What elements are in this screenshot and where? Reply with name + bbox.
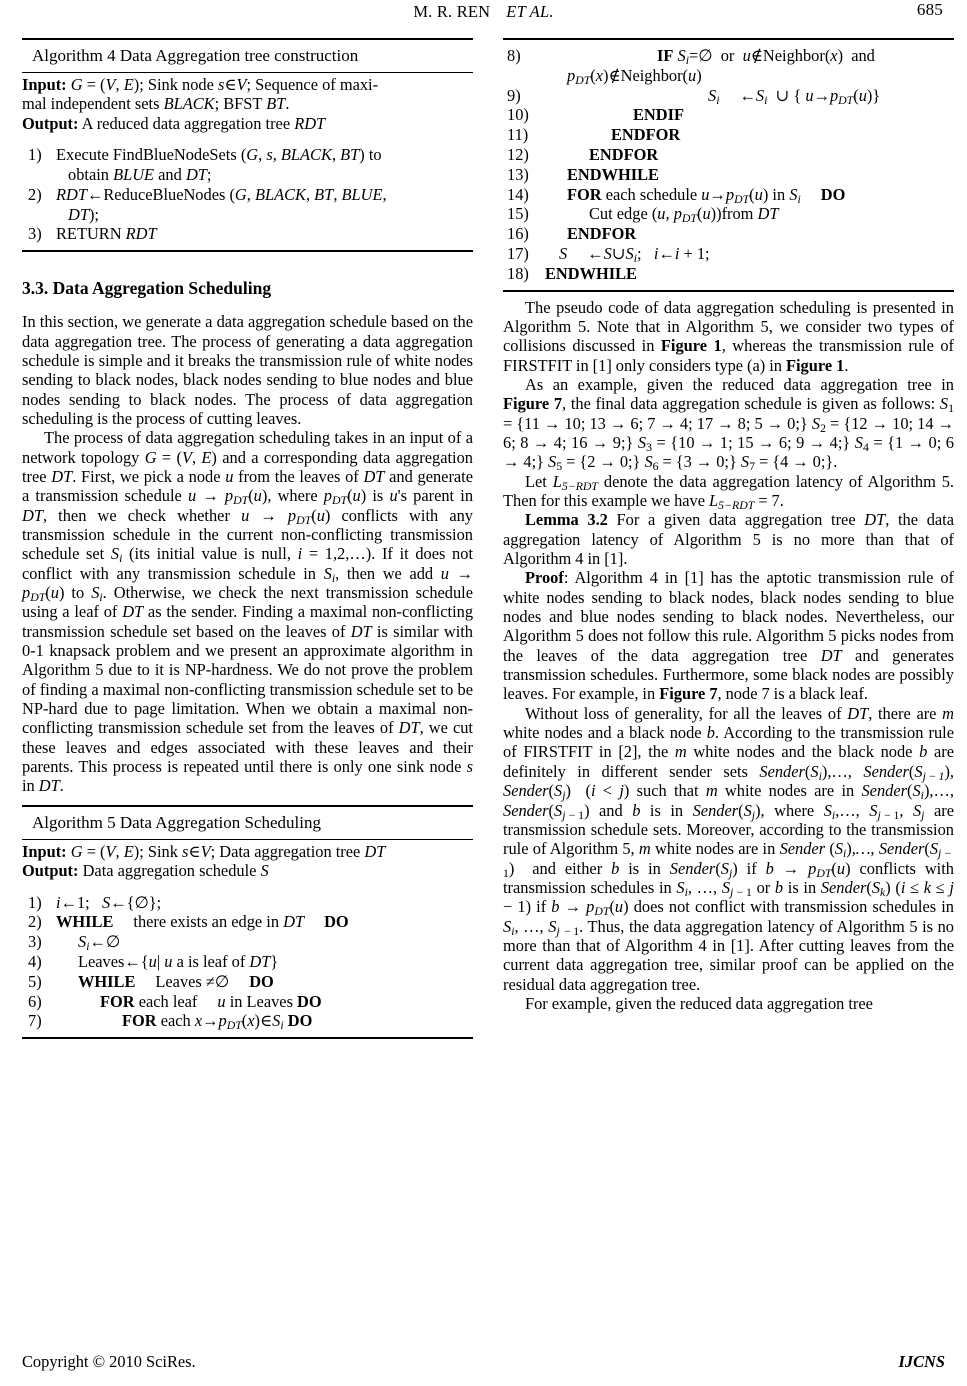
step-text: WHILE there exists an edge in DT DO: [56, 912, 349, 932]
algorithm-4-output-line: [22, 114, 473, 133]
algorithm-4-output-label: Output:: [22, 113, 79, 133]
algorithm-4-step: [22, 185, 473, 225]
step-number: 4): [28, 952, 42, 971]
step-text: RDT←ReduceBlueNodes (G, BLACK, BT, BLUE, DT);: [56, 184, 387, 224]
step-text: ENDFOR: [567, 224, 637, 244]
algorithm-5-step: [503, 264, 954, 284]
lemma-label: Lemma 3.2: [525, 510, 608, 530]
step-text: Leaves←{u| u a is leaf of DT}: [78, 952, 279, 971]
algorithm-5-step: [503, 165, 954, 185]
right-column: [503, 38, 954, 1039]
algorithm-5-output-label: Output:: [22, 861, 79, 881]
step-text: FOR each schedule $u\to p_{DT}(u)$ in $S_i$ DO: [567, 184, 846, 206]
algorithm-5-step: [503, 145, 954, 165]
algorithm-5-output-line: [22, 861, 473, 880]
algorithm-5-step: [503, 46, 954, 86]
algorithm-5-step: [503, 244, 954, 264]
algorithm-5-step: [503, 204, 954, 224]
right-paragraph-3: Let $L_{5-RDT}$ denote the data aggregation latency of Algorithm 5. Then for this example we have $L_{5-RDT} = 7$.: [503, 471, 954, 512]
algorithm-5-input-line: [22, 842, 473, 861]
step-text: S $\leftarrow S\cup S_i$; i←i + 1;: [559, 243, 710, 265]
algorithm-5-step: [22, 1011, 473, 1031]
algorithm-5-steps: [22, 884, 473, 1038]
running-head-center: [22, 2, 945, 22]
step-number: 2): [28, 912, 42, 932]
algorithm-4-title: Algorithm 4 Data Aggregation tree construction: [32, 46, 359, 65]
algorithm-5-title: Algorithm 5 Data Aggregation Scheduling: [32, 812, 321, 832]
algorithm-5-input-text: G = (V, E); Sink s∈V; Data aggregation tree DT: [70, 841, 386, 861]
right-paragraph-1: The pseudo code of data aggregation scheduling is presented in Algorithm 5. Note that in Algorithm 5, we consider two types of collisions discussed in Figure 1, whereas the transmission rule of FIRSTFIT in [1] only considers type (a) in Figure 1.: [503, 297, 954, 375]
algorithm-5-step: [503, 105, 954, 125]
page-footer: [22, 1352, 945, 1372]
step-text: Cut edge (u, $p_{DT}(u))from$ DT: [589, 204, 779, 226]
algorithm-5-step: [503, 224, 954, 244]
step-number: 13): [507, 164, 529, 184]
algorithm-5-box: [22, 805, 473, 1039]
algorithm-4-bottom-rule: [22, 250, 473, 252]
algorithm-5-continued-box: [503, 38, 954, 292]
step-number: 15): [507, 204, 529, 224]
step-number: 5): [28, 971, 42, 991]
algorithm-4-input-label: Input:: [22, 75, 67, 94]
page-number: 685: [916, 0, 943, 19]
step-text: IF $S_i=\emptyset$ or u∉Neighbor(x) and $p_{DT}(x)\notin Neighbor(u)$: [567, 46, 875, 87]
left-column: [22, 38, 473, 1039]
step-text: $S_i$ $\leftarrow S_i$ ∪ { $u\to p_{DT}(u)$}: [708, 85, 881, 107]
journal-abbreviation: IJCNS: [898, 1352, 945, 1371]
algorithm-5-step: [22, 952, 473, 972]
algorithm-5-step: [503, 125, 954, 145]
step-text: RETURN RDT: [56, 224, 157, 244]
algorithm-4-input-line-2: [22, 94, 473, 113]
algorithm-5-bottom-rule: [22, 1037, 473, 1039]
algorithm-4-box: [22, 38, 473, 252]
algorithm-5-input-label: Input:: [22, 841, 67, 861]
step-number: 1): [28, 145, 42, 165]
step-number: 14): [507, 184, 529, 204]
right-paragraph-2: As an example, given the reduced data aggregation tree in Figure 7, the final data aggregation schedule is given as follows: $S_1 = \{11 \to 10$; 13 → 6; 7 → 4; 17 → 8; 5 → 0;} $S_2 = \{12 \to 10$; 14 → 6; 8 → 4; 16 → 9;} $S_3 = \{10 \to 1$; 15 → 6; 9 → 4;} $S_4 = \{1 \to 0$; 6 → 4;} $S_5 = \{2$ → 0;} $S_6 = \{3$ → 0;} $S_7 = \{4$ → 0;}.: [503, 374, 954, 474]
right-paragraph-4: Lemma 3.2 For a given data aggregation tree DT, the data aggregation latency of Algorithm 5 is no more than that of Algorithm 4 in [1].: [503, 510, 955, 569]
algorithm-5-step: [22, 992, 473, 1012]
algorithm-4-input-text-2: mal independent sets BLACK; BFST BT.: [22, 94, 290, 114]
step-number: 2): [28, 184, 42, 204]
step-number: 11): [507, 125, 529, 145]
step-number: 6): [28, 991, 42, 1011]
algorithm-4-output-text: A reduced data aggregation tree RDT: [78, 113, 326, 133]
algorithm-4-input-text-1: G = (V, E); Sink node s∈V; Sequence of maxi-: [70, 75, 379, 94]
step-text: ENDIF: [633, 105, 684, 125]
algorithm-4-io: [22, 73, 473, 136]
step-text: i←1; S←{∅};: [56, 892, 162, 912]
algorithm-5-step: [503, 185, 954, 205]
step-text: ENDWHILE: [567, 164, 659, 184]
algorithm-4-step: [22, 224, 473, 244]
step-text: ENDFOR: [611, 125, 681, 145]
step-text: FOR each $x\to p_{DT}(x)\in S_i$ DO: [122, 1011, 313, 1033]
right-paragraph-6: Without loss of generality, for all the leaves of DT, there are m white nodes and a black node b. According to the transmission rule of FIRSTFIT in [2], the m white nodes and the black node b are definitely in different sender sets $Sender(S_i),\dots$, $Sender(S_{j - 1})$, $Sender(S_j) (i < j)$ such that m white nodes are in $Sender(S_i),\dots$, $Sender(S_{j -}$ $_1$) and b is in $Sender(S_j)$, where $S_i,\dots$, $S_{j -}$ $_1$, $S_j$ are transmission schedule sets. Moreover, according to the transmission rule of Algorithm 5, m white nodes are in Sender $(S_i),\dots$, $Sender(S_{j -}$ $_1$) and either b is in $Sender(S_j)$ if $b \to p_{DT}(u)$ conflicts with transmission schedules in $S_i$, …, $S_{j -}$ $_1$ or b is in $Sender(S_k) (i \le k \le j - 1)$ if $b \to p_{DT}(u)$ does not conflict with transmission schedules in $S_i$, …, $S_j$ $_{- 1}$. Thus, the data aggregation latency of Algorithm 5 is no more than that of Algorithm 4 in [1]. After cutting leaves from the current data aggregation tree, similar proof can be applied on the residual data aggregation tree.: [503, 703, 955, 994]
algorithm-4-step: [22, 145, 473, 185]
step-number: 16): [507, 224, 529, 244]
right-paragraph-5: Proof: Algorithm 4 in [1] has the aptotic transmission rule of white nodes sending to black nodes, black nodes sending to blue nodes and blue nodes sending to black nodes. Nevertheless, our Algorithm 5 does not follow this rule. Algorithm 5 picks nodes from the leaves of the data aggregation tree DT and generates transmission schedules. Furthermore, some black nodes are possibly leaves. For example, in Figure 7, node 7 is a black leaf.: [503, 568, 954, 704]
algorithm-5-cont-bottom-rule: [503, 290, 954, 292]
copyright-notice: Copyright © 2010 SciRes.: [22, 1352, 196, 1371]
algorithm-4-input-line: [22, 75, 473, 94]
algorithm-5-output-text: Data aggregation schedule S: [78, 861, 269, 881]
algorithm-5-io: [22, 840, 473, 884]
step-number: 3): [28, 224, 42, 244]
left-paragraph-1: In this section, we generate a data aggregation schedule based on the data aggregation tree. The process of generating a data aggregation schedule is simple and it breaks the transmission rule of white nodes sending to black nodes, black nodes sending to blue nodes and blue nodes sending to black nodes. The process of data aggregation scheduling is the process of cutting leaves.: [22, 312, 473, 428]
section-heading-3-3: 3.3. Data Aggregation Scheduling: [22, 278, 272, 299]
algorithm-5-step: [22, 932, 473, 952]
algorithm-5-step: [22, 893, 473, 913]
step-number: 1): [28, 892, 42, 912]
running-head-etal: ET AL.: [506, 2, 554, 21]
algorithm-5-step: [503, 86, 954, 106]
step-text: Execute FindBlueNodeSets (G, s, BLACK, BT) to obtain BLUE and DT;: [56, 145, 382, 185]
step-number: 10): [507, 105, 529, 125]
step-text: ENDWHILE: [545, 263, 637, 283]
right-paragraph-7: For example, given the reduced data aggregation tree: [525, 993, 873, 1013]
step-number: 18): [507, 263, 529, 283]
running-head-authors: M. R. REN: [413, 2, 491, 21]
step-text: ENDFOR: [589, 144, 659, 164]
step-text: $S_i\leftarrow\emptyset$: [78, 932, 121, 954]
running-head: [22, 0, 945, 30]
step-number: 12): [507, 144, 529, 164]
step-number: 17): [507, 243, 529, 263]
proof-label: Proof: [525, 568, 564, 588]
step-text: FOR each leaf u in Leaves DO: [100, 991, 322, 1011]
algorithm-5-continued-steps: [503, 40, 954, 290]
algorithm-5-step: [22, 912, 473, 932]
left-paragraph-2: The process of data aggregation scheduling takes in an input of a network topology G = (V, E) and a corresponding data aggregation tree DT. First, we pick a node u from the leaves of DT and generate a transmission schedule $u \to p_{DT}(u)$, where $p_{DT}(u)$ is u's parent in DT, then we check whether $u \to p_{DT}(u)$ conflicts with any transmission schedule in the current non-conflicting transmission schedule set $S_i$ (its initial value is null, i = 1,2,…). If it does not conflict with any transmission schedule in $S_i$, then we add $u \to p_{DT}(u)$ to $S_i$. Otherwise, we check the next transmission schedule using a leaf of DT as the sender. Finding a maximal non-conflicting transmission schedule set based on the leaves of DT is similar with 0-1 knapsack problem and we present an approximate algorithm in Algorithm 5 due to it is NP-hardness. We do not prove the problem of finding a maximal non-conflicting transmission schedule set to be NP-hard due to page limitation. When we obtain a maximal non-conflicting transmission schedule set from the leaves of DT, we cut these leaves and edges associated with these leaves and their parents. This process is repeated until there is only one sink node s in DT.: [22, 428, 474, 796]
step-number: 8): [507, 46, 521, 65]
step-number: 9): [507, 85, 521, 105]
algorithm-5-step: [22, 972, 473, 992]
algorithm-4-steps: [22, 136, 473, 250]
step-number: 3): [28, 932, 42, 952]
step-number: 7): [28, 1011, 42, 1031]
two-column-body: [22, 38, 955, 1039]
step-text: WHILE Leaves ≠∅ DO: [78, 971, 274, 991]
